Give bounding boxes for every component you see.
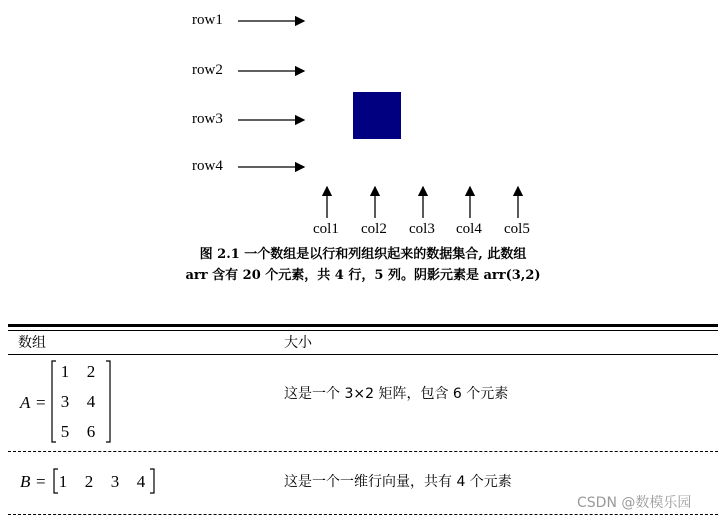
table-header-array: 数组: [18, 335, 46, 351]
matrix-a-row-3: [52, 422, 108, 442]
vector-b-cell: 2: [84, 472, 94, 491]
header-separator: [8, 354, 718, 355]
table-header-size: 大小: [284, 335, 312, 351]
matrix-a-row-1: [52, 362, 108, 382]
vector-b-description: 这是一个一维行向量，共有 4 个元素: [284, 474, 512, 490]
row-label-4: row4: [192, 158, 223, 174]
row-label-2: row2: [192, 62, 223, 78]
vector-b-values: [50, 472, 154, 492]
table-top-rule-inner: [8, 330, 718, 331]
figure-arrows: [0, 0, 726, 240]
matrix-a-name: A: [20, 393, 31, 412]
col-label-5: col5: [504, 221, 530, 237]
vector-b-cell: 1: [58, 472, 68, 491]
matrix-a-cell: 2: [86, 362, 96, 381]
figure-caption-line-1: 图 2.1 一个数组是以行和列组织起来的数据集合, 此数组: [199, 247, 527, 262]
highlighted-element-arr-3-2: [353, 92, 401, 139]
col-label-3: col3: [409, 221, 435, 237]
watermark-text: CSDN @数模乐园: [577, 495, 692, 511]
col-label-1: col1: [313, 221, 339, 237]
table-top-rule: [8, 324, 718, 327]
vector-b-cell: 3: [110, 472, 120, 491]
matrix-a-cell: 4: [86, 392, 96, 411]
matrix-a-cell: 1: [60, 362, 70, 381]
figure-caption-line-2: arr 含有 20 个元素，共 4 行，5 列。阴影元素是 arr(3,2): [185, 268, 541, 283]
table-bottom-rule: [8, 514, 718, 515]
vector-b-name: B: [20, 472, 31, 491]
matrix-a-description: 这是一个 3×2 矩阵，包含 6 个元素: [284, 386, 509, 402]
vector-b-equals: =: [36, 472, 46, 491]
matrix-a-equals: =: [36, 393, 46, 412]
matrix-a-cell: 6: [86, 422, 96, 441]
vector-b-cell: 4: [136, 472, 146, 491]
col-label-4: col4: [456, 221, 482, 237]
matrix-a-cell: 3: [60, 392, 70, 411]
col-label-2: col2: [361, 221, 387, 237]
row-label-1: row1: [192, 12, 223, 28]
row-label-3: row3: [192, 111, 223, 127]
matrix-a-row-2: [52, 392, 108, 412]
matrix-a-cell: 5: [60, 422, 70, 441]
row-separator: [8, 451, 718, 452]
